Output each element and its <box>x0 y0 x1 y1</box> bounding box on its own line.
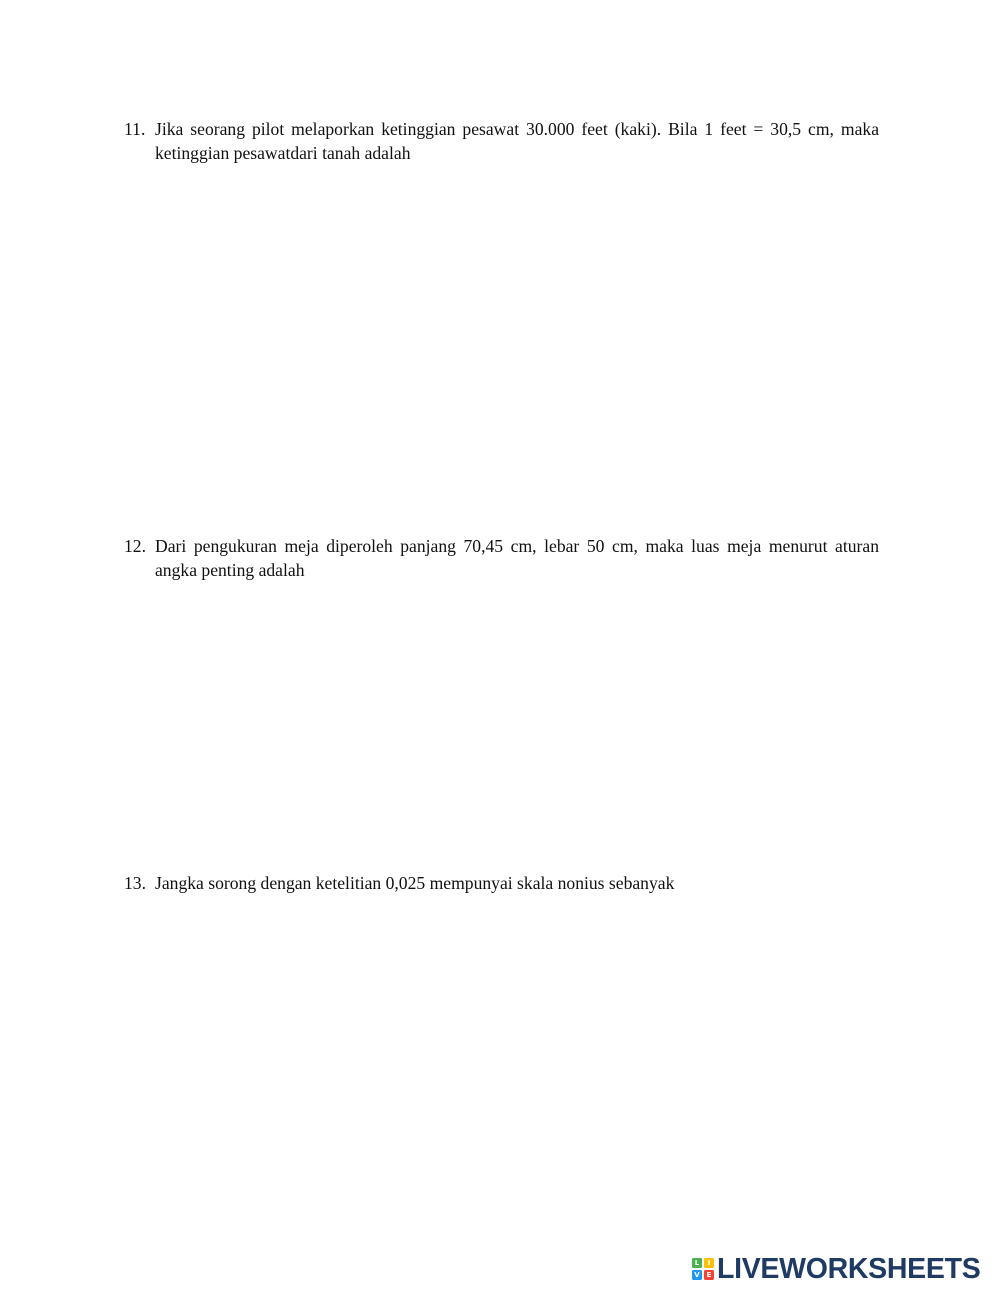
logo-tile-l: L <box>692 1258 702 1268</box>
question-number: 13. <box>124 873 146 893</box>
question-11 <box>124 117 879 165</box>
logo-tile-e: E <box>704 1270 714 1280</box>
question-12 <box>124 534 879 582</box>
question-number: 11. <box>124 119 146 139</box>
liveworksheets-logo-icon <box>692 1258 714 1280</box>
logo-tile-i: I <box>704 1258 714 1268</box>
logo-tile-v: V <box>692 1270 702 1280</box>
question-number: 12. <box>124 536 146 556</box>
question-text: Jika seorang pilot melaporkan ketinggian pesawat 30.000 feet (kaki). Bila 1 feet = 30,5 cm, maka ketinggian pesawatdari tanah adalah <box>155 119 879 163</box>
brand-wordmark: LIVEWORKSHEETS <box>717 1253 981 1285</box>
question-13 <box>124 871 879 895</box>
question-text: Dari pengukuran meja diperoleh panjang 70,45 cm, lebar 50 cm, maka luas meja menurut aturan angka penting adalah <box>155 536 879 580</box>
liveworksheets-brand <box>692 1254 980 1284</box>
question-text: Jangka sorong dengan ketelitian 0,025 mempunyai skala nonius sebanyak <box>155 873 675 893</box>
